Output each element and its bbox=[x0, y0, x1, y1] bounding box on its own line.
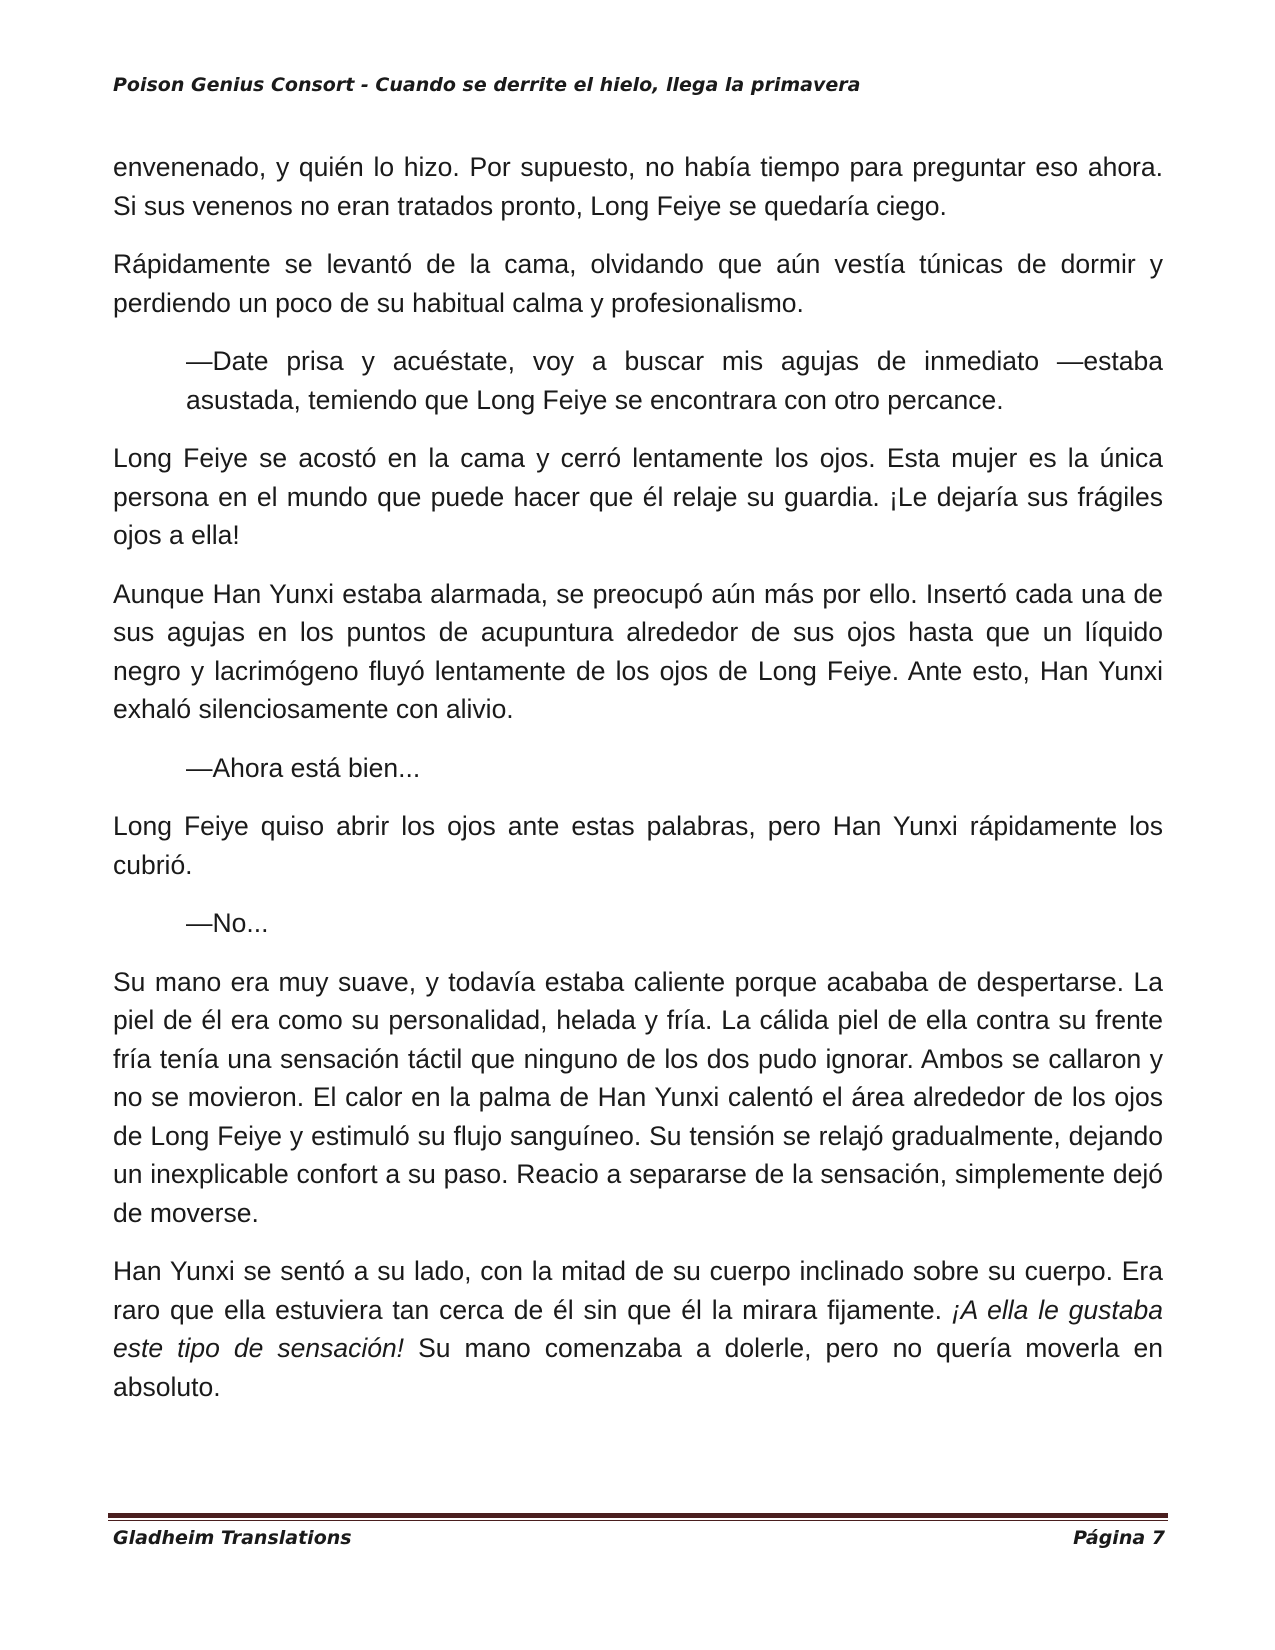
paragraph: Long Feiye se acostó en la cama y cerró lentamente los ojos. Esta mujer es la única persona en el mundo que puede hacer que él relaje su guardia. ¡Le dejaría sus frágiles ojos a ella! bbox=[113, 443, 1163, 550]
paragraph: Rápidamente se levantó de la cama, olvidando que aún vestía túnicas de dormir y perdiendo un poco de su habitual calma y profesionalismo. bbox=[113, 249, 1163, 318]
footer-credit: Gladheim Translations bbox=[113, 1527, 352, 1549]
footer-rule-thin bbox=[108, 1520, 1168, 1521]
paragraph-text: Han Yunxi se sentó a su lado, con la mitad de su cuerpo inclinado sobre su cuerpo. Era raro que ella estuviera tan cerca de él sin que él la mirara fijamente. bbox=[113, 1256, 1163, 1325]
page-number: Página 7 bbox=[1073, 1527, 1165, 1549]
footer-rule bbox=[108, 1513, 1168, 1521]
dialogue-paragraph: —No... bbox=[186, 908, 269, 938]
dialogue-paragraph: —Date prisa y acuéstate, voy a buscar mis agujas de inmediato —estaba asustada, temiendo que Long Feiye se encontrara con otro percance. bbox=[186, 346, 1163, 415]
page-header-title: Poison Genius Consort - Cuando se derrite el hielo, llega la primavera bbox=[113, 74, 861, 96]
paragraph: Long Feiye quiso abrir los ojos ante estas palabras, pero Han Yunxi rápidamente los cubrió. bbox=[113, 811, 1163, 880]
italic-emphasis: ¡A ella le gustaba este tipo de sensación! bbox=[113, 1294, 1163, 1363]
dialogue-paragraph: —Ahora está bien... bbox=[186, 752, 421, 783]
paragraph-text: Su mano comenzaba a dolerle, pero no quería moverla en absoluto. bbox=[113, 1333, 1163, 1402]
document-body bbox=[113, 148, 1163, 1426]
paragraph: Aunque Han Yunxi estaba alarmada, se preocupó aún más por ello. Insertó cada una de sus agujas en los puntos de acupuntura alrededor de sus ojos hasta que un líquido negro y lacrimógeno fluyó lentamente de los ojos de Long Feiye. Ante esto, Han Yunxi exhaló silenciosamente con alivio. bbox=[113, 578, 1163, 724]
paragraph: envenenado, y quién lo hizo. Por supuesto, no había tiempo para preguntar eso ahora. Si sus venenos no eran tratados pronto, Long Feiye se quedaría ciego. bbox=[113, 152, 1163, 221]
paragraph-last bbox=[113, 1252, 1163, 1406]
paragraph: Su mano era muy suave, y todavía estaba caliente porque acababa de despertarse. La piel de él era como su personalidad, helada y fría. La cálida piel de ella contra su frente fría tenía una sensación táctil que ninguno de los dos pudo ignorar. Ambos se callaron y no se movieron. El calor en la palma de Han Yunxi calentó el área alrededor de los ojos de Long Feiye y estimuló su flujo sanguíneo. Su tensión se relajó gradualmente, dejando un inexplicable confort a su paso. Reacio a separarse de la sensación, simplemente dejó de moverse. bbox=[113, 966, 1163, 1228]
footer-rule-thick bbox=[108, 1513, 1168, 1518]
